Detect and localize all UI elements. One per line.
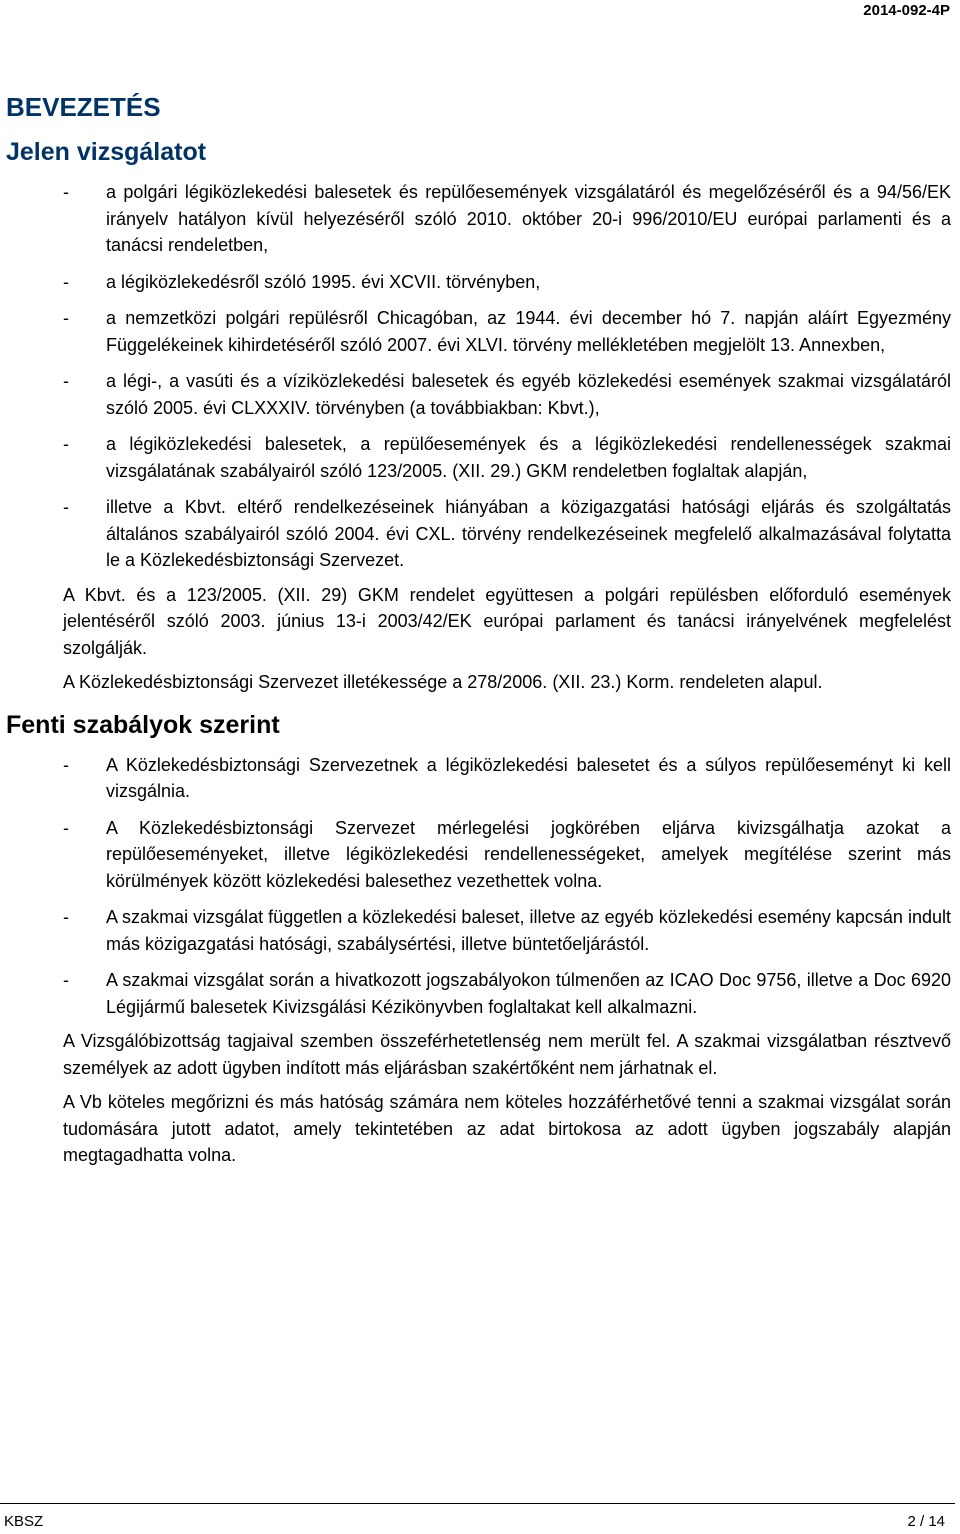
rules-list xyxy=(0,752,955,1021)
paragraph: A Vizsgálóbizottság tagjaival szemben összeférhetetlenség nem merült fel. A szakmai vizsgálatban résztvevő személyek az adott ügyben indított más eljárásban szakértőként nem járhatnak el. xyxy=(63,1031,951,1078)
section-title: BEVEZETÉS xyxy=(6,92,161,122)
list-item: - a polgári légiközlekedési balesetek és repülőesemények vizsgálatáról és megelőzéséről és a 94/56/EK irányelv hatályon kívül helyezéséről szóló 2010. október 20-i 996/2010/EU európai parlamenti és a tanácsi rendeletben, xyxy=(63,182,951,255)
list-item: - a légiközlekedésről szóló 1995. évi XCVII. törvényben, xyxy=(63,271,541,292)
page-footer xyxy=(0,1503,955,1530)
paragraph: A Kbvt. és a 123/2005. (XII. 29) GKM rendelet együttesen a polgári repülésben előforduló események jelentéséről szóló 2003. június 13-i 2003/42/EK európai parlament és tanácsi irányelvének megfelelést szolgálják. xyxy=(63,584,951,658)
list-item: - A Közlekedésbiztonsági Szervezet mérlegelési jogkörében eljárva kivizsgálhatja azokat a repülőeseményeket, illetve légiközlekedési rendellenességeket, amelyek megítélése szerint más körülmények között közlekedési balesethez vezethettek volna. xyxy=(63,817,951,891)
rules-title: Fenti szabályok szerint xyxy=(6,710,280,739)
list-item: - A szakmai vizsgálat során a hivatkozott jogszabályokon túlmenően az ICAO Doc 9756, illetve a Doc 6920 Légijármű balesetek Kivizsgálási Kézikönyvben foglaltakat kell alkalmazni. xyxy=(63,970,951,1017)
list-item: - a nemzetközi polgári repülésről Chicagóban, az 1944. évi december hó 7. napján aláírt Egyezmény Függelékeinek kihirdetéséről szóló 2007. évi XLVI. törvény mellékletében megjelölt 13. Annexben, xyxy=(63,308,951,355)
page-number: 2 / 14 xyxy=(907,1513,945,1530)
list-item: - A szakmai vizsgálat független a közlekedési baleset, illetve az egyéb közlekedési esemény kapcsán indult más közigazgatási hatósági, szabálysértési, illetve büntetőeljárástól. xyxy=(63,907,951,954)
paragraph: A Vb köteles megőrizni és más hatóság számára nem köteles hozzáférhetővé tenni a szakmai vizsgálat során tudomására jutott adatot, amely tekintetében az adat birtokosa az adott ügyben jogszabály alapján megtagadhatta volna. xyxy=(63,1092,951,1165)
paragraph: A Közlekedésbiztonsági Szervezet illetékessége a 278/2006. (XII. 23.) Korm. rendeleten alapul. xyxy=(63,672,823,692)
intro-list xyxy=(0,179,955,574)
list-item: - A Közlekedésbiztonsági Szervezetnek a légiközlekedési balesetet és a súlyos repülőeseményt ki kell vizsgálnia. xyxy=(63,754,951,801)
list-item: - illetve a Kbvt. eltérő rendelkezéseinek hiányában a közigazgatási hatósági eljárás és szolgáltatás általános szabályairól szóló 2004. évi CXL. törvény rendelkezéseinek megfelelő alkalmazásával folytatta le a Közlekedésbiztonsági Szervezet. xyxy=(63,497,951,570)
list-item: - a légi-, a vasúti és a víziközlekedési balesetek és egyéb közlekedési események szakmai vizsgálatáról szóló 2005. évi CLXXXIV. törvényben (a továbbiakban: Kbvt.), xyxy=(63,371,951,418)
page-content xyxy=(0,78,955,1169)
footer-org: KBSZ xyxy=(4,1513,44,1530)
section-subtitle: Jelen vizsgálatot xyxy=(6,138,207,166)
list-item: - a légiközlekedési balesetek, a repülőesemények és a légiközlekedési rendellenességek szakmai vizsgálatának szabályairól szóló 123/2005. (XII. 29.) GKM rendeletben foglaltak alapján, xyxy=(63,434,951,481)
document-id: 2014-092-4P xyxy=(863,2,950,19)
